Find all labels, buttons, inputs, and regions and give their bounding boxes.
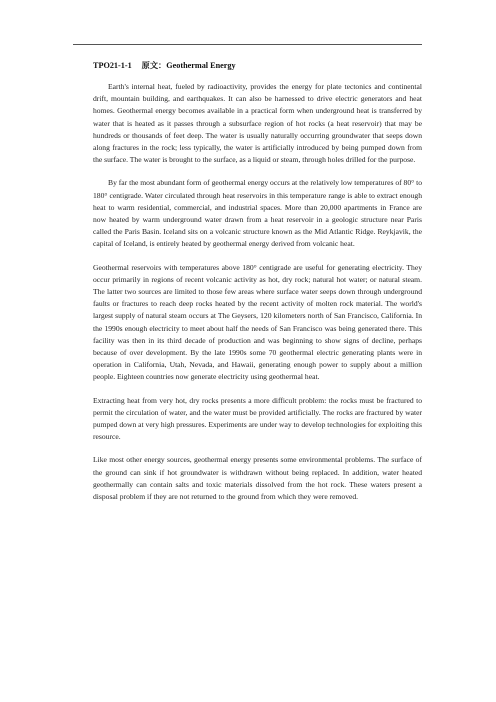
paragraph-5: Like most other energy sources, geothermal energy presents some environmental problems. The surface of the ground can sink if hot groundwater is withdrawn without being replaced. In addition, water heated geothermally can contain salts and toxic materials dissolved from the hot rock. These waters present a disposal problem if they are not returned to the ground from which they were removed.: [93, 455, 422, 502]
document-title: [93, 60, 236, 71]
title-label: 原文：: [141, 61, 167, 70]
paragraph-3: Geothermal reservoirs with temperatures above 180° centigrade are useful for generating electricity. They occur primarily in regions of recent volcanic activity as hot, dry rock; natural hot water; or natural steam. The latter two sources are limited to those few areas where surface water seeps down through underground faults or fractures to reach deep rocks heated by the recent activity of molten rock material. The world's largest supply of natural steam occurs at The Geysers, 120 kilometers north of San Francisco, California. In the 1990s enough electricity to meet about half the needs of San Francisco was being generated there. This facility was then in its third decade of production and was beginning to show signs of decline, perhaps because of over development. By the late 1990s some 70 geothermal electric generating plants were in operation in California, Utah, Nevada, and Hawaii, generating enough power to supply about a million people. Eighteen countries now generate electricity using geothermal heat.: [93, 262, 422, 382]
paragraph-2: By far the most abundant form of geothermal energy occurs at the relatively low temperatures of 80° to 180° centigrade. Water circulated through heat reservoirs in this temperature range is able to extract enough heat to warm residential, commercial, and industrial spaces. More than 20,000 apartments in France are now heated by warm underground water drawn from a heat reservoir in a geologic structure near Paris called the Paris Basin. Iceland sits on a volcanic structure known as the Mid Atlantic Ridge. Reykjavik, the capital of Iceland, is entirely heated by geothermal energy derived from volcanic heat.: [93, 178, 422, 249]
header-rule: [73, 44, 422, 45]
document-body: [93, 81, 422, 514]
title-text: Geothermal Energy: [166, 61, 236, 70]
paragraph-4: Extracting heat from very hot, dry rocks presents a more difficult problem: the rocks must be fractured to permit the circulation of water, and the water must be provided artificially. The rocks are fractured by water pumped down at very high pressures. Experiments are under way to develop technologies for exploiting this resource.: [93, 395, 422, 442]
document-id: TPO21-1-1: [93, 61, 132, 70]
paragraph-1: Earth's internal heat, fueled by radioactivity, provides the energy for plate tectonics and continental drift, mountain building, and earthquakes. It can also be harnessed to drive electric generators and heat homes. Geothermal energy becomes available in a practical form when underground heat is transferred by water that is heated as it passes through a subsurface region of hot rocks (a heat reservoir) that may be hundreds or thousands of feet deep. The water is usually naturally occurring groundwater that seeps down along fractures in the rock; less typically, the water is artificially introduced by being pumped down from the surface. The water is brought to the surface, as a liquid or steam, through holes drilled for the purpose.: [93, 82, 422, 165]
